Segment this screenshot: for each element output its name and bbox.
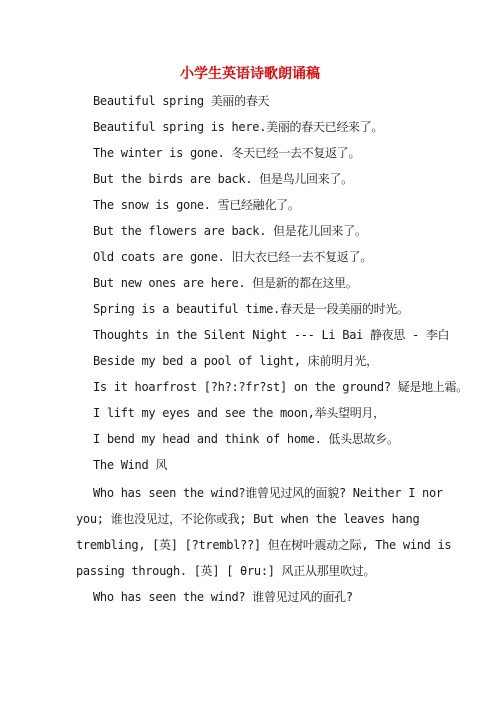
document-title: 小学生英语诗歌朗诵稿: [180, 66, 320, 82]
paragraph-line: Who has seen the wind?谁曾见过风的面貌? Neither I nor: [93, 486, 443, 500]
poem-line: The snow is gone. 雪已经融化了。: [93, 198, 300, 212]
poem-line: I lift my eyes and see the moon,举头望明月，: [93, 406, 385, 420]
poem-line: Old coats are gone. 旧大衣已经一去不复返了。: [93, 250, 372, 264]
poem-line: I bend my head and think of home. 低头思故乡。: [93, 432, 399, 446]
poem-line: Spring is a beautiful time.春天是一段美丽的时光。: [93, 302, 409, 316]
paragraph-line: Who has seen the wind? 谁曾见过风的面孔?: [93, 590, 353, 604]
poem-line: But new ones are here. 但是新的都在这里。: [93, 276, 358, 290]
poem-line: Beside my bed a pool of light, 床前明月光，: [93, 354, 378, 368]
poem-line: But the birds are back. 但是鸟儿回来了。: [93, 172, 353, 186]
paragraph-line: passing through. [英] [ θru:] 风正从那里吹过。: [76, 564, 376, 578]
poem-line: The winter is gone. 冬天已经一去不复返了。: [93, 146, 361, 160]
poem-line: Is it hoarfrost [?h?:?fr?st] on the ground? 疑是地上霜。: [93, 380, 468, 394]
poem-line: But the flowers are back. 但是花儿回来了。: [93, 224, 367, 238]
paragraph-line: trembling, [英] [?trembl??] 但在树叶震动之际, The wind is: [76, 538, 452, 552]
poem-heading: Thoughts in the Silent Night --- Li Bai 静夜思 - 李白: [93, 328, 450, 342]
poem-line: Beautiful spring is here.美丽的春天已经来了。: [93, 120, 384, 134]
paragraph-wind-1: [76, 480, 452, 584]
poem-line: Beautiful spring 美丽的春天: [93, 94, 270, 108]
paragraph-wind-2: [76, 584, 424, 610]
paragraph-line: you; 谁也没见过，不论你或我; But when the leaves hang: [76, 512, 420, 526]
poem-heading: The Wind 风: [93, 458, 168, 472]
